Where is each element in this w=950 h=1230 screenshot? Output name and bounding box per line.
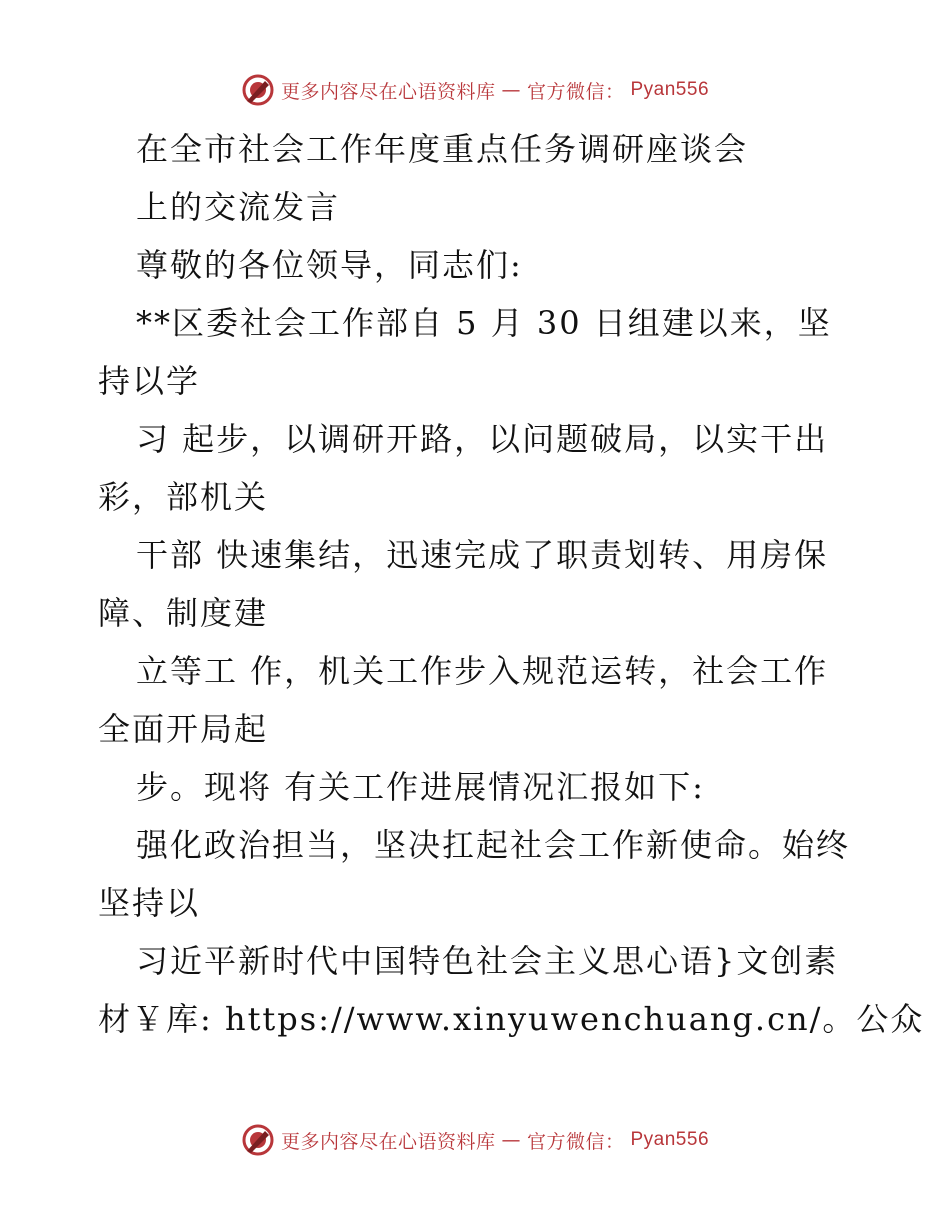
doc-line: 持以学: [98, 362, 201, 400]
doc-line: 彩，部机关: [98, 478, 269, 516]
doc-line: 上的交流发言: [136, 188, 341, 226]
pen-seal-logo-icon: [241, 1123, 275, 1157]
doc-line: 干部 快速集结，迅速完成了职责划转、用房保: [136, 536, 829, 574]
doc-line: 立等工 作，机关工作步入规范运转，社会工作: [136, 652, 829, 690]
doc-line: 尊敬的各位领导，同志们:: [136, 246, 523, 284]
watermark-wechat-label: 官方微信：: [526, 1130, 625, 1153]
watermark-separator: —: [501, 1129, 521, 1151]
doc-line: 在全市社会工作年度重点任务调研座谈会: [136, 130, 749, 168]
watermark-separator: —: [501, 79, 521, 101]
watermark-wechat-id: Pyan556: [630, 79, 710, 100]
doc-line: 障、制度建: [98, 594, 269, 632]
watermark-wechat-id: Pyan556: [630, 1129, 710, 1150]
doc-line: **区委社会工作部自 5 月 30 日组建以来，坚: [136, 304, 832, 342]
doc-line: 习 起步，以调研开路，以问题破局，以实干出: [136, 420, 829, 458]
watermark-text: 更多内容尽在心语资料库: [280, 80, 496, 103]
doc-line: 全面开局起: [98, 710, 269, 748]
watermark-text: 更多内容尽在心语资料库: [280, 1130, 496, 1153]
doc-line: 习近平新时代中国特色社会主义思心语}文创素: [136, 942, 839, 980]
doc-line: 坚持以: [98, 884, 201, 922]
doc-line: 材￥库: https://www.xinyuwenchuang.cn/。公众: [98, 1000, 925, 1038]
doc-line: 强化政治担当，坚决扛起社会工作新使命。始终: [136, 826, 851, 864]
watermark-banner-top: [0, 70, 950, 110]
pen-seal-logo-icon: [241, 73, 275, 107]
document-body: [98, 120, 925, 1048]
watermark-banner-bottom: [0, 1120, 950, 1160]
doc-line: 步。现将 有关工作进展情况汇报如下:: [136, 768, 705, 806]
watermark-wechat-label: 官方微信：: [526, 80, 625, 103]
